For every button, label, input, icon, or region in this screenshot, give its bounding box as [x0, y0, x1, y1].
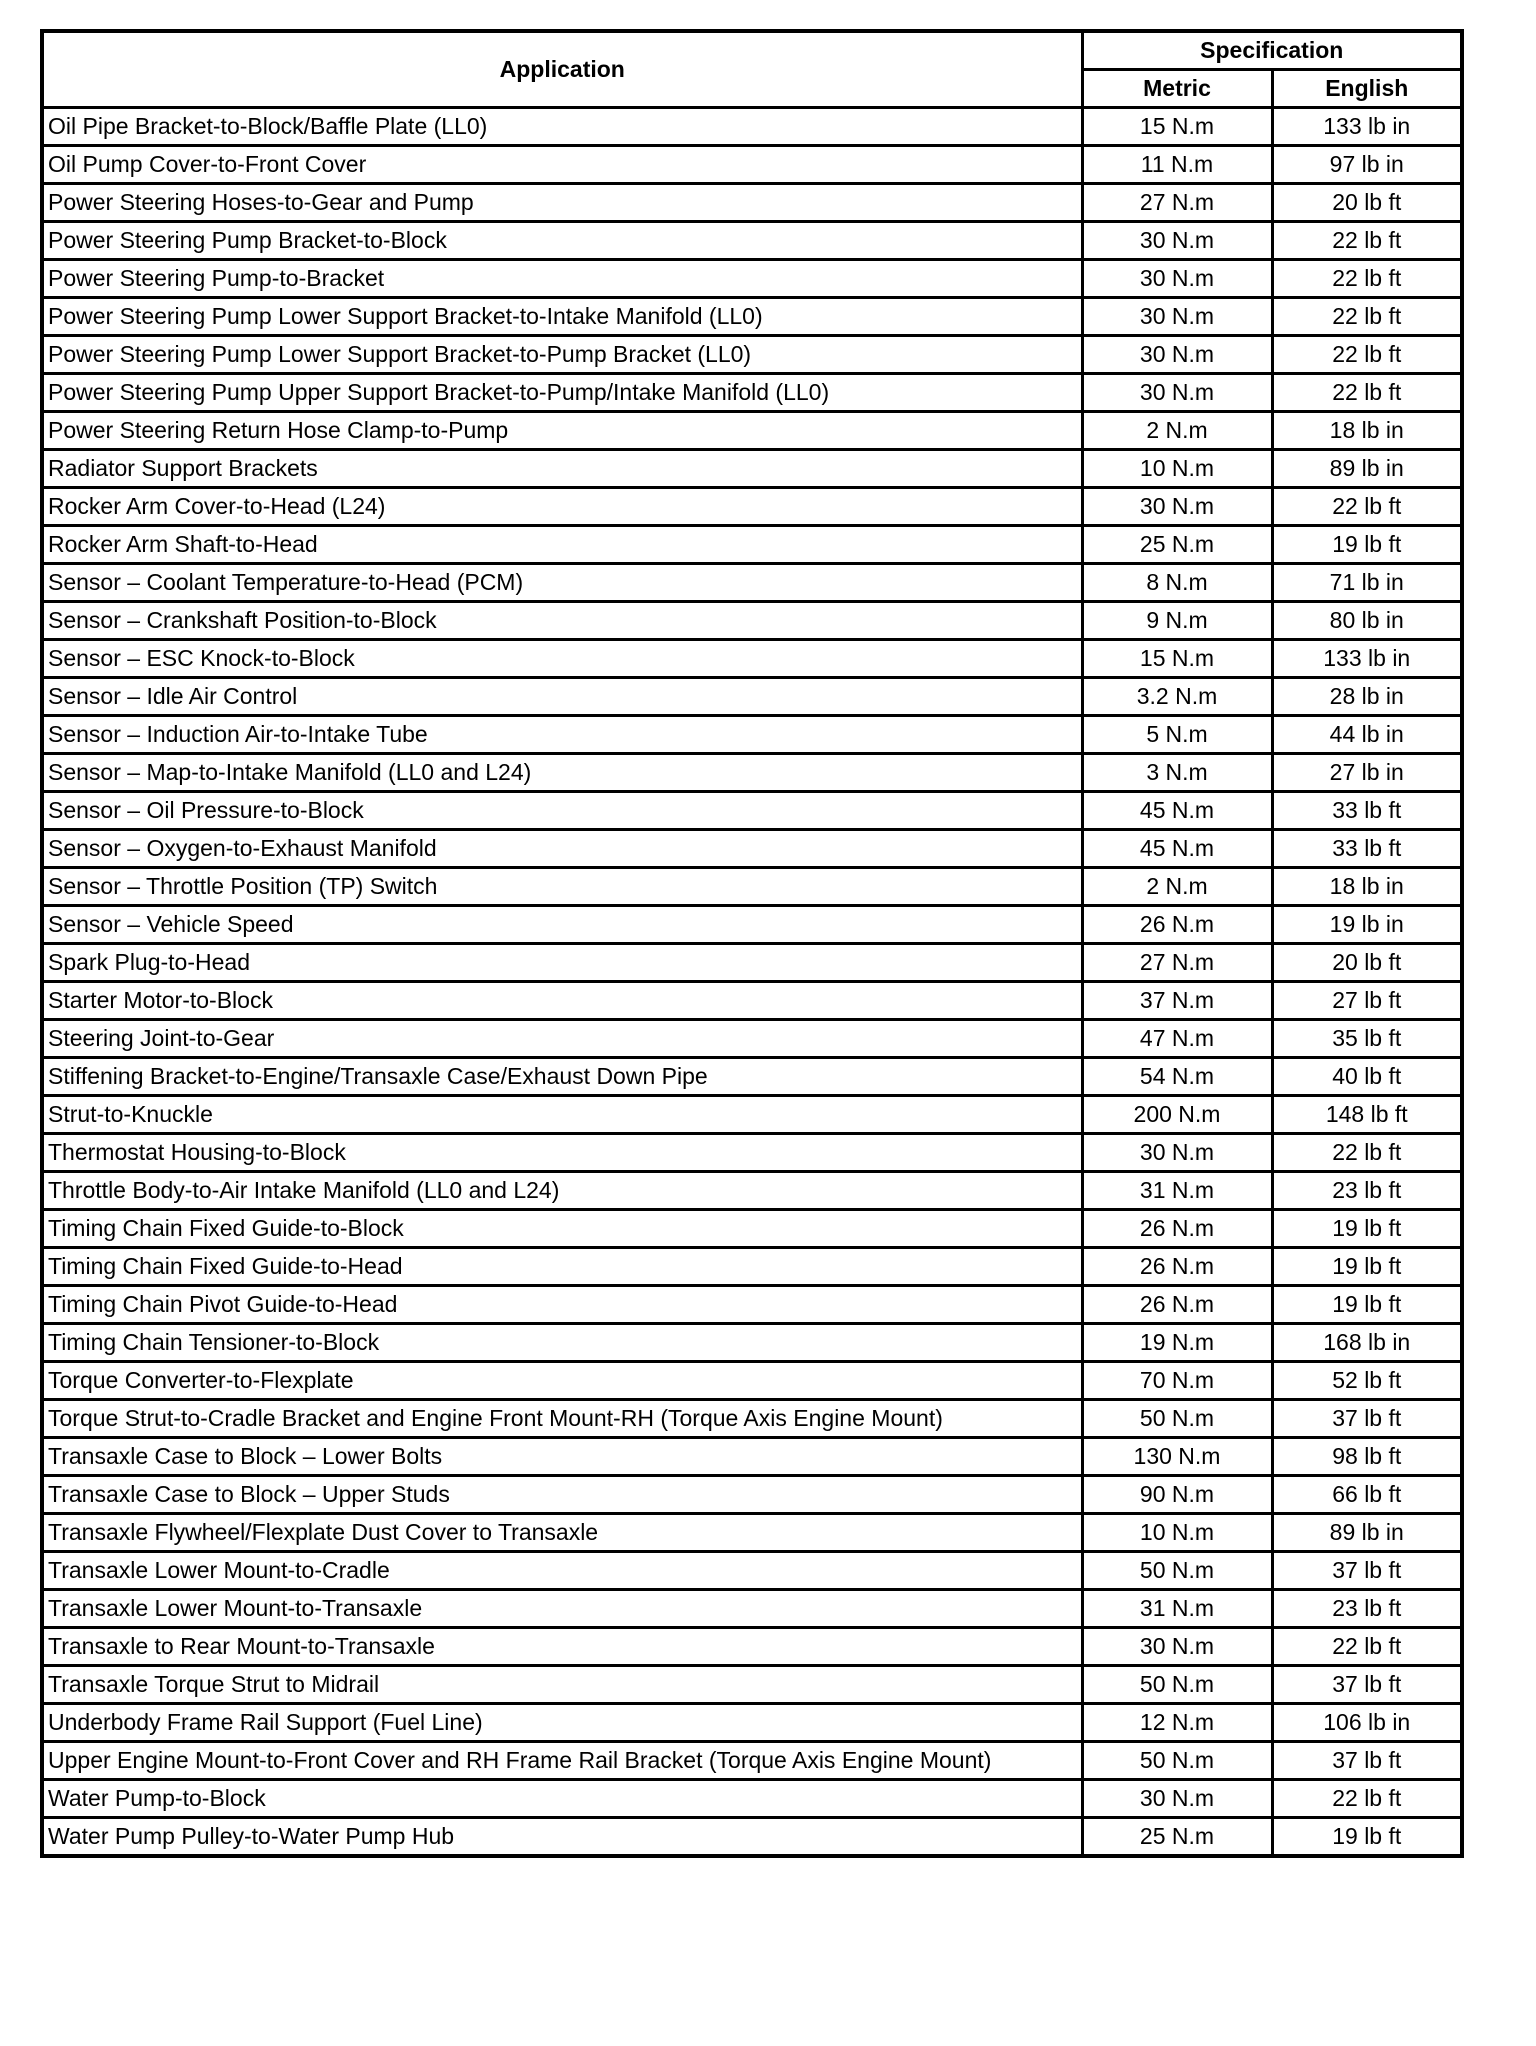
table-row: [42, 1742, 1462, 1780]
metric-cell: 47 N.m: [1082, 1020, 1272, 1058]
metric-cell: 26 N.m: [1082, 1286, 1272, 1324]
metric-cell: 30 N.m: [1082, 298, 1272, 336]
metric-cell: 37 N.m: [1082, 982, 1272, 1020]
metric-cell: 15 N.m: [1082, 108, 1272, 146]
english-cell: 20 lb ft: [1272, 184, 1462, 222]
application-cell: Steering Joint-to-Gear: [42, 1020, 1082, 1058]
application-cell: Transaxle Case to Block – Upper Studs: [42, 1476, 1082, 1514]
metric-cell: 11 N.m: [1082, 146, 1272, 184]
english-cell: 18 lb in: [1272, 412, 1462, 450]
metric-cell: 10 N.m: [1082, 1514, 1272, 1552]
application-cell: Sensor – Oxygen-to-Exhaust Manifold: [42, 830, 1082, 868]
application-cell: Sensor – Throttle Position (TP) Switch: [42, 868, 1082, 906]
application-cell: Power Steering Hoses-to-Gear and Pump: [42, 184, 1082, 222]
metric-cell: 2 N.m: [1082, 868, 1272, 906]
application-cell: Stiffening Bracket-to-Engine/Transaxle Case/Exhaust Down Pipe: [42, 1058, 1082, 1096]
header-metric: Metric: [1082, 70, 1272, 108]
application-cell: Power Steering Pump Bracket-to-Block: [42, 222, 1082, 260]
english-cell: 98 lb ft: [1272, 1438, 1462, 1476]
english-cell: 19 lb ft: [1272, 1818, 1462, 1857]
torque-specification-table: [40, 29, 1464, 1858]
application-cell: Oil Pipe Bracket-to-Block/Baffle Plate (LL0): [42, 108, 1082, 146]
application-cell: Sensor – ESC Knock-to-Block: [42, 640, 1082, 678]
english-cell: 23 lb ft: [1272, 1172, 1462, 1210]
english-cell: 19 lb ft: [1272, 1286, 1462, 1324]
application-cell: Oil Pump Cover-to-Front Cover: [42, 146, 1082, 184]
metric-cell: 9 N.m: [1082, 602, 1272, 640]
table-row: [42, 906, 1462, 944]
table-row: [42, 146, 1462, 184]
table-row: [42, 1704, 1462, 1742]
english-cell: 106 lb in: [1272, 1704, 1462, 1742]
metric-cell: 200 N.m: [1082, 1096, 1272, 1134]
table-row: [42, 1666, 1462, 1704]
metric-cell: 3.2 N.m: [1082, 678, 1272, 716]
application-cell: Timing Chain Fixed Guide-to-Block: [42, 1210, 1082, 1248]
english-cell: 44 lb in: [1272, 716, 1462, 754]
metric-cell: 30 N.m: [1082, 1628, 1272, 1666]
application-cell: Sensor – Induction Air-to-Intake Tube: [42, 716, 1082, 754]
table-row: [42, 184, 1462, 222]
table-row: [42, 222, 1462, 260]
metric-cell: 30 N.m: [1082, 488, 1272, 526]
table-row: [42, 1324, 1462, 1362]
table-row: [42, 1286, 1462, 1324]
metric-cell: 50 N.m: [1082, 1400, 1272, 1438]
application-cell: Timing Chain Fixed Guide-to-Head: [42, 1248, 1082, 1286]
english-cell: 22 lb ft: [1272, 374, 1462, 412]
table-row: [42, 944, 1462, 982]
table-row: [42, 754, 1462, 792]
table-row: [42, 1628, 1462, 1666]
english-cell: 97 lb in: [1272, 146, 1462, 184]
application-cell: Spark Plug-to-Head: [42, 944, 1082, 982]
table-row: [42, 716, 1462, 754]
english-cell: 40 lb ft: [1272, 1058, 1462, 1096]
table-row: [42, 830, 1462, 868]
english-cell: 37 lb ft: [1272, 1666, 1462, 1704]
application-cell: Rocker Arm Shaft-to-Head: [42, 526, 1082, 564]
application-cell: Transaxle Lower Mount-to-Transaxle: [42, 1590, 1082, 1628]
application-cell: Transaxle Lower Mount-to-Cradle: [42, 1552, 1082, 1590]
table-row: [42, 1058, 1462, 1096]
english-cell: 52 lb ft: [1272, 1362, 1462, 1400]
metric-cell: 90 N.m: [1082, 1476, 1272, 1514]
application-cell: Sensor – Vehicle Speed: [42, 906, 1082, 944]
metric-cell: 25 N.m: [1082, 526, 1272, 564]
application-cell: Torque Strut-to-Cradle Bracket and Engine Front Mount-RH (Torque Axis Engine Mount): [42, 1400, 1082, 1438]
metric-cell: 8 N.m: [1082, 564, 1272, 602]
application-cell: Upper Engine Mount-to-Front Cover and RH Frame Rail Bracket (Torque Axis Engine Mount): [42, 1742, 1082, 1780]
table-row: [42, 1590, 1462, 1628]
application-cell: Power Steering Pump Upper Support Bracket-to-Pump/Intake Manifold (LL0): [42, 374, 1082, 412]
table-row: [42, 1172, 1462, 1210]
english-cell: 89 lb in: [1272, 450, 1462, 488]
english-cell: 27 lb ft: [1272, 982, 1462, 1020]
application-cell: Water Pump-to-Block: [42, 1780, 1082, 1818]
table-row: [42, 412, 1462, 450]
english-cell: 18 lb in: [1272, 868, 1462, 906]
metric-cell: 54 N.m: [1082, 1058, 1272, 1096]
english-cell: 37 lb ft: [1272, 1742, 1462, 1780]
table-row: [42, 1514, 1462, 1552]
english-cell: 71 lb in: [1272, 564, 1462, 602]
metric-cell: 26 N.m: [1082, 1248, 1272, 1286]
english-cell: 80 lb in: [1272, 602, 1462, 640]
table-row: [42, 260, 1462, 298]
table-row: [42, 488, 1462, 526]
english-cell: 33 lb ft: [1272, 792, 1462, 830]
table-row: [42, 298, 1462, 336]
application-cell: Strut-to-Knuckle: [42, 1096, 1082, 1134]
application-cell: Power Steering Return Hose Clamp-to-Pump: [42, 412, 1082, 450]
table-row: [42, 1780, 1462, 1818]
metric-cell: 30 N.m: [1082, 336, 1272, 374]
table-row: [42, 1552, 1462, 1590]
metric-cell: 45 N.m: [1082, 830, 1272, 868]
english-cell: 22 lb ft: [1272, 1134, 1462, 1172]
metric-cell: 31 N.m: [1082, 1590, 1272, 1628]
metric-cell: 30 N.m: [1082, 260, 1272, 298]
table-row: [42, 564, 1462, 602]
application-cell: Underbody Frame Rail Support (Fuel Line): [42, 1704, 1082, 1742]
english-cell: 27 lb in: [1272, 754, 1462, 792]
table-header: [42, 31, 1462, 108]
application-cell: Radiator Support Brackets: [42, 450, 1082, 488]
english-cell: 89 lb in: [1272, 1514, 1462, 1552]
application-cell: Water Pump Pulley-to-Water Pump Hub: [42, 1818, 1082, 1857]
metric-cell: 26 N.m: [1082, 1210, 1272, 1248]
header-application: Application: [42, 31, 1082, 108]
metric-cell: 27 N.m: [1082, 944, 1272, 982]
english-cell: 19 lb ft: [1272, 1248, 1462, 1286]
application-cell: Thermostat Housing-to-Block: [42, 1134, 1082, 1172]
table-row: [42, 640, 1462, 678]
english-cell: 33 lb ft: [1272, 830, 1462, 868]
english-cell: 19 lb ft: [1272, 526, 1462, 564]
english-cell: 133 lb in: [1272, 640, 1462, 678]
header-english: English: [1272, 70, 1462, 108]
application-cell: Throttle Body-to-Air Intake Manifold (LL0 and L24): [42, 1172, 1082, 1210]
application-cell: Sensor – Coolant Temperature-to-Head (PCM): [42, 564, 1082, 602]
application-cell: Rocker Arm Cover-to-Head (L24): [42, 488, 1082, 526]
english-cell: 66 lb ft: [1272, 1476, 1462, 1514]
metric-cell: 3 N.m: [1082, 754, 1272, 792]
english-cell: 19 lb ft: [1272, 1210, 1462, 1248]
english-cell: 148 lb ft: [1272, 1096, 1462, 1134]
application-cell: Starter Motor-to-Block: [42, 982, 1082, 1020]
table-row: [42, 1096, 1462, 1134]
table-row: [42, 1400, 1462, 1438]
table-row: [42, 982, 1462, 1020]
application-cell: Sensor – Crankshaft Position-to-Block: [42, 602, 1082, 640]
table-row: [42, 1020, 1462, 1058]
english-cell: 22 lb ft: [1272, 1628, 1462, 1666]
metric-cell: 10 N.m: [1082, 450, 1272, 488]
english-cell: 22 lb ft: [1272, 336, 1462, 374]
table-row: [42, 374, 1462, 412]
application-cell: Power Steering Pump Lower Support Bracket-to-Intake Manifold (LL0): [42, 298, 1082, 336]
application-cell: Torque Converter-to-Flexplate: [42, 1362, 1082, 1400]
table-row: [42, 1476, 1462, 1514]
metric-cell: 15 N.m: [1082, 640, 1272, 678]
metric-cell: 70 N.m: [1082, 1362, 1272, 1400]
metric-cell: 2 N.m: [1082, 412, 1272, 450]
table-row: [42, 868, 1462, 906]
application-cell: Transaxle Case to Block – Lower Bolts: [42, 1438, 1082, 1476]
english-cell: 22 lb ft: [1272, 488, 1462, 526]
metric-cell: 45 N.m: [1082, 792, 1272, 830]
table-row: [42, 792, 1462, 830]
header-specification: Specification: [1082, 31, 1462, 70]
table-row: [42, 1438, 1462, 1476]
metric-cell: 26 N.m: [1082, 906, 1272, 944]
table-row: [42, 526, 1462, 564]
english-cell: 22 lb ft: [1272, 260, 1462, 298]
english-cell: 23 lb ft: [1272, 1590, 1462, 1628]
torque-spec-sheet: [40, 29, 1460, 1858]
table-row: [42, 1248, 1462, 1286]
metric-cell: 30 N.m: [1082, 1780, 1272, 1818]
table-row: [42, 1210, 1462, 1248]
table-row: [42, 1362, 1462, 1400]
metric-cell: 130 N.m: [1082, 1438, 1272, 1476]
english-cell: 22 lb ft: [1272, 298, 1462, 336]
english-cell: 20 lb ft: [1272, 944, 1462, 982]
metric-cell: 50 N.m: [1082, 1552, 1272, 1590]
application-cell: Timing Chain Pivot Guide-to-Head: [42, 1286, 1082, 1324]
metric-cell: 30 N.m: [1082, 1134, 1272, 1172]
application-cell: Power Steering Pump-to-Bracket: [42, 260, 1082, 298]
application-cell: Power Steering Pump Lower Support Bracket-to-Pump Bracket (LL0): [42, 336, 1082, 374]
table-body: [42, 108, 1462, 1857]
metric-cell: 19 N.m: [1082, 1324, 1272, 1362]
english-cell: 22 lb ft: [1272, 1780, 1462, 1818]
metric-cell: 25 N.m: [1082, 1818, 1272, 1857]
table-row: [42, 1134, 1462, 1172]
english-cell: 133 lb in: [1272, 108, 1462, 146]
table-row: [42, 678, 1462, 716]
table-row: [42, 1818, 1462, 1857]
header-row-top: [42, 31, 1462, 70]
english-cell: 35 lb ft: [1272, 1020, 1462, 1058]
application-cell: Sensor – Idle Air Control: [42, 678, 1082, 716]
english-cell: 37 lb ft: [1272, 1552, 1462, 1590]
metric-cell: 12 N.m: [1082, 1704, 1272, 1742]
table-row: [42, 450, 1462, 488]
metric-cell: 30 N.m: [1082, 222, 1272, 260]
english-cell: 22 lb ft: [1272, 222, 1462, 260]
english-cell: 19 lb in: [1272, 906, 1462, 944]
table-row: [42, 336, 1462, 374]
table-row: [42, 108, 1462, 146]
metric-cell: 31 N.m: [1082, 1172, 1272, 1210]
metric-cell: 50 N.m: [1082, 1666, 1272, 1704]
metric-cell: 50 N.m: [1082, 1742, 1272, 1780]
metric-cell: 5 N.m: [1082, 716, 1272, 754]
metric-cell: 27 N.m: [1082, 184, 1272, 222]
application-cell: Transaxle Torque Strut to Midrail: [42, 1666, 1082, 1704]
english-cell: 28 lb in: [1272, 678, 1462, 716]
application-cell: Transaxle Flywheel/Flexplate Dust Cover to Transaxle: [42, 1514, 1082, 1552]
application-cell: Timing Chain Tensioner-to-Block: [42, 1324, 1082, 1362]
metric-cell: 30 N.m: [1082, 374, 1272, 412]
table-row: [42, 602, 1462, 640]
application-cell: Sensor – Map-to-Intake Manifold (LL0 and L24): [42, 754, 1082, 792]
english-cell: 168 lb in: [1272, 1324, 1462, 1362]
english-cell: 37 lb ft: [1272, 1400, 1462, 1438]
application-cell: Sensor – Oil Pressure-to-Block: [42, 792, 1082, 830]
application-cell: Transaxle to Rear Mount-to-Transaxle: [42, 1628, 1082, 1666]
